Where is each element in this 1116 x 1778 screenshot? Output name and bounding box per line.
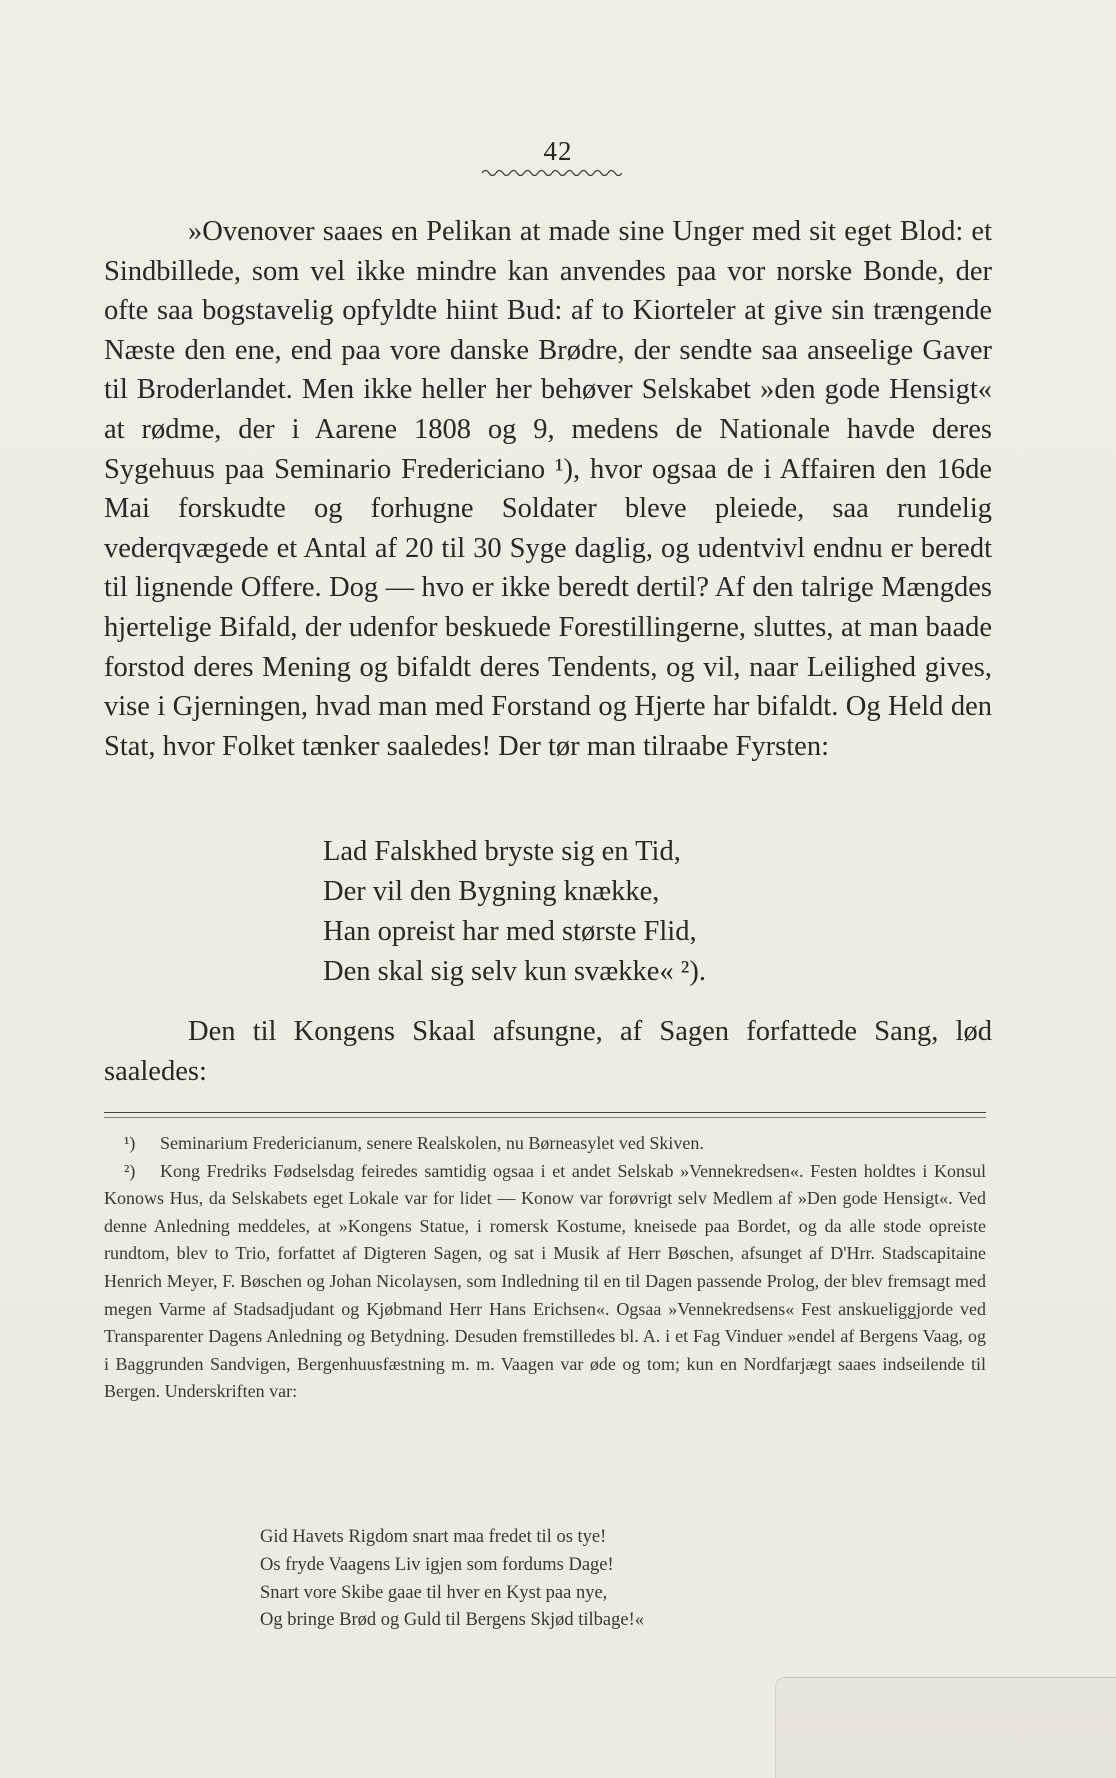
verse-block xyxy=(323,832,843,992)
verse-line: Og bringe Brød og Guld til Bergens Skjød tilbage!« xyxy=(260,1610,645,1631)
page-number: 42 xyxy=(543,136,573,166)
verse-line: Han opreist har med største Flid, xyxy=(323,916,697,947)
verse-line: Snart vore Skibe gaae til hver en Kyst paa nye, xyxy=(260,1582,608,1603)
footnote-divider xyxy=(104,1117,986,1118)
footnote-mark: ¹) xyxy=(124,1133,136,1153)
footnote xyxy=(104,1130,986,1158)
verse-line: Der vil den Bygning knække, xyxy=(323,876,660,907)
footnote-text: Seminarium Fredericianum, senere Realskolen, nu Børneasylet ved Skiven. xyxy=(160,1133,704,1153)
paragraph: Den til Kongens Skaal afsungne, af Sagen forfattede Sang, lød saaledes: xyxy=(104,1016,992,1087)
footnote-mark: ²) xyxy=(124,1160,136,1181)
verse-line: Lad Falskhed bryste sig en Tid, xyxy=(323,836,681,867)
paragraph: »Ovenover saaes en Pelikan at made sine Unger med sit eget Blod: et Sindbillede, som vel ikke mindre kan anvendes paa vor norske Bonde, der ofte saa bogstavelig opfyldte hiint Bud: af to Kiorteler at give sin trængende Næste den ene, end paa vore danske Brødre, der sendte saa anseelige Gaver til Broderlandet. Men ikke heller her behøver Selskabet »den gode Hensigt« at rødme, der i Aarene 1808 og 9, medens de Nationale havde deres Sygehuus paa Seminario Fredericiano ¹), hvor ogsaa de i Affairen den 16de Mai forskudte og forhugne Soldater bleve pleiede, saa rundelig vederqvægede et Antal af 20 til 30 Syge daglig, og udentvivl endnu er beredt til lignende Offere. Dog — hvo er ikke beredt dertil? Af den talrige Mængdes hjertelige Bifald, der udenfor beskuede Forestillingerne, sluttes, at man baade forstod deres Mening og bifaldt deres Tendents, og vil, naar Leilighed gives, vise i Gjerningen, hvad man med Forstand og Hjerte har bifaldt. Og Held den Stat, hvor Folket tænker saaledes! Der tør man tilraabe Fyrsten: xyxy=(104,216,992,762)
footnote-divider xyxy=(104,1112,986,1113)
verse-line: Den skal sig selv kun svække« ²). xyxy=(323,956,706,987)
closing-paragraph xyxy=(104,1012,992,1092)
footnote-verse xyxy=(260,1524,820,1635)
verse-line: Os fryde Vaagens Liv igjen som fordums Dage! xyxy=(260,1554,614,1575)
footnotes xyxy=(104,1130,986,1406)
footnote xyxy=(104,1158,986,1406)
footnote-text: Kong Fredriks Fødselsdag feiredes samtidig ogsaa i et andet Selskab »Vennekredsen«. Festen holdtes i Konsul Konows Hus, da Selskabets eget Lokale var for lidet — Konow var forøvrigt selv Medlem af »Den gode Hensigt«. Ved denne Anledning meddeles, at »Kongens Statue, i romersk Kostume, kneisede paa Bordet, og da alle stode opreiste rundtom, blev to Trio, forfattet af Digteren Sagen, og sat i Musik af Herr Bøschen, afsunget af D'Hrr. Stadscapitaine Henrich Meyer, F. Bøschen og Johan Nicolaysen, som Indledning til en til Dagen passende Prolog, der blev fremsagt med megen Varme af Stadsadjudant og Kjøbmand Herr Hans Erichsen«. Ogsaa »Vennekredsens« Fest anskueliggjorde ved Transparenter Dagens Anledning og Betydning. Desuden fremstilledes bl. A. i et Fag Vinduer »endel af Bergens Vaag, og i Baggrunden Sandvigen, Bergenhuusfæstning m. m. Vaagen var øde og tom; kun en Nordfarjægt saaes indseilende til Bergen. Underskriften var: xyxy=(104,1160,986,1402)
page-edge xyxy=(775,1677,1116,1778)
main-text xyxy=(104,212,992,766)
wavy-ornament-icon xyxy=(482,168,622,178)
verse-line: Gid Havets Rigdom snart maa fredet til os tye! xyxy=(260,1527,607,1547)
